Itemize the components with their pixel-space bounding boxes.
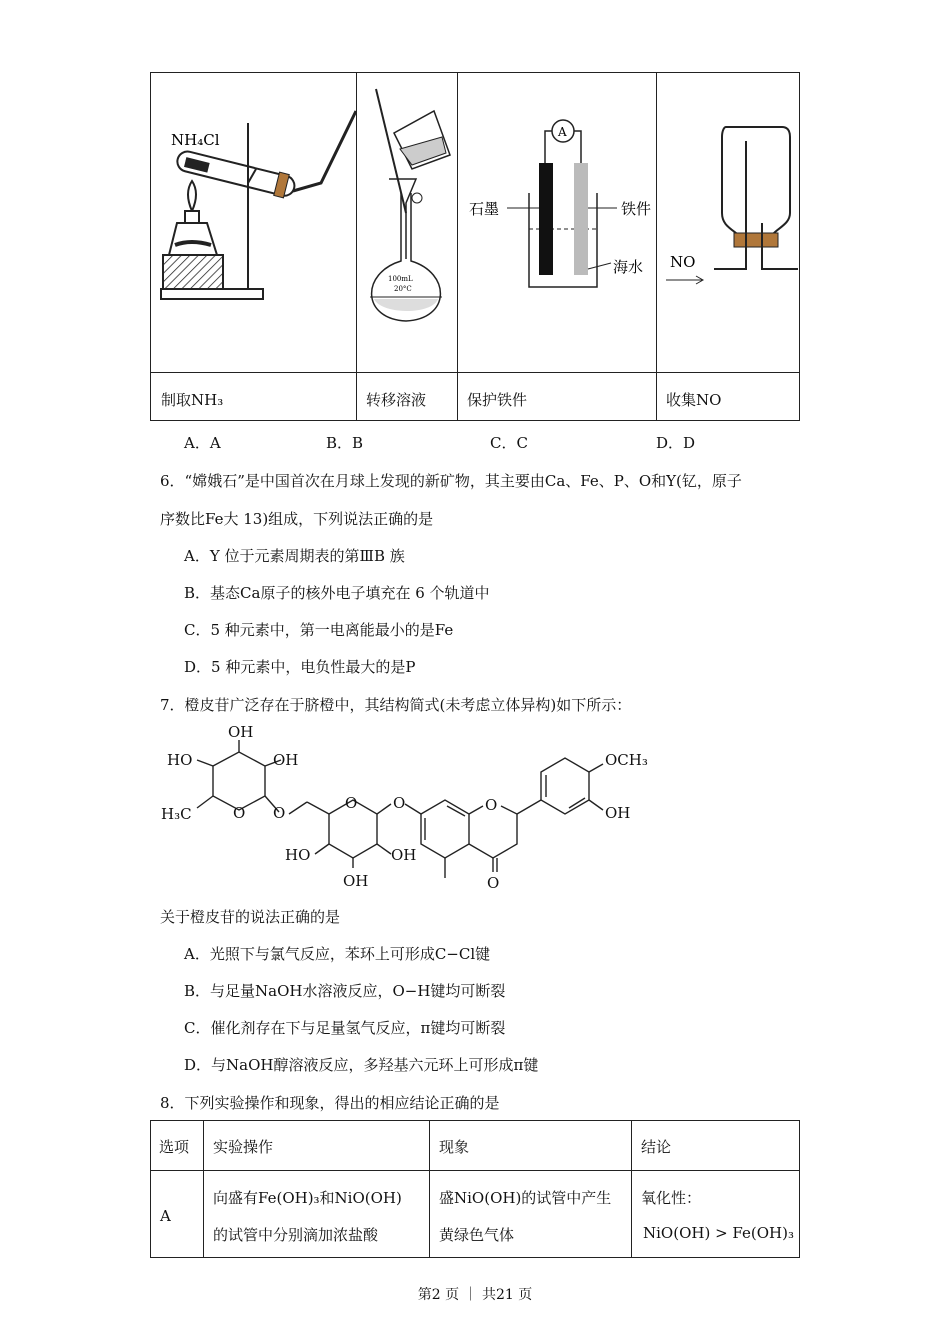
q6-option-d[interactable]: D．5 种元素中，电负性最大的是P: [184, 658, 416, 676]
glycosidic-o-label: O: [393, 794, 406, 812]
row-option: A: [160, 1207, 171, 1225]
row-operation-line1: 向盛有Fe(OH)₃和NiO(OH): [213, 1189, 402, 1207]
linker-o-label: O: [273, 804, 286, 822]
q6-option-b[interactable]: B．基态Ca原子的核外电子填充在 6 个轨道中: [184, 584, 490, 602]
ring-o-label: O: [233, 804, 246, 822]
no-gas-label: NO: [670, 253, 696, 271]
q6-stem-line1: 6．“嫦娥石”是中国首次在月球上发现的新矿物，其主要由Ca、Fe、P、O和Y(钇，原子: [160, 472, 742, 490]
row-operation-line2: 的试管中分别滴加浓盐酸: [213, 1226, 379, 1244]
divider: [631, 1121, 632, 1257]
oh-label: OH: [273, 751, 299, 769]
q7-sub-stem: 关于橙皮苷的说法正确的是: [160, 908, 341, 926]
q7-option-b[interactable]: B．与足量NaOH水溶液反应，O−H键均可断裂: [184, 982, 506, 1000]
caption-b: 转移溶液: [366, 391, 427, 409]
ho-label: HO: [167, 751, 193, 769]
ho-label: HO: [285, 846, 311, 864]
q7-option-a[interactable]: A．光照下与氯气反应，苯环上可形成C−Cl键: [184, 945, 491, 963]
caption-c: 保护铁件: [467, 391, 528, 409]
seawater-label: 海水: [613, 258, 644, 276]
divider: [151, 372, 799, 373]
page-footer: 第2 页 ｜ 共21 页: [417, 1287, 533, 1303]
header-phenomenon: 现象: [439, 1138, 470, 1156]
transfer-apparatus-figure: [356, 73, 457, 372]
q7-option-c[interactable]: C．催化剂存在下与足量氢气反应，π键均可断裂: [184, 1019, 506, 1037]
divider: [203, 1121, 204, 1257]
q5-choice-c[interactable]: C．C: [490, 434, 528, 452]
flask-volume-label: 100mL: [388, 275, 413, 283]
q5-choice-d[interactable]: D．D: [656, 434, 696, 452]
iron-label: 铁件: [621, 200, 652, 218]
header-operation: 实验操作: [213, 1138, 274, 1156]
graphite-label: 石墨: [469, 200, 500, 218]
protect-iron-apparatus-figure: [457, 73, 656, 372]
oh-label: OH: [391, 846, 417, 864]
flask-temp-label: 20°C: [394, 285, 412, 293]
header-conclusion: 结论: [641, 1138, 672, 1156]
nh3-apparatus-figure: [151, 73, 356, 372]
oh-label: OH: [228, 723, 254, 741]
q6-option-c[interactable]: C．5 种元素中，第一电离能最小的是Fe: [184, 621, 454, 639]
row-conclusion-line1: 氧化性：: [641, 1189, 702, 1207]
row-conclusion-line2: NiO(OH) > Fe(OH)₃: [643, 1224, 794, 1242]
divider: [429, 1121, 430, 1257]
q7-stem: 7．橙皮苷广泛存在于脐橙中，其结构简式(未考虑立体异构)如下所示：: [160, 696, 632, 714]
chroman-o-label: O: [485, 796, 498, 814]
h3c-label: H₃C: [161, 805, 192, 823]
q5-choice-a[interactable]: A．A: [184, 434, 221, 452]
divider: [151, 1170, 799, 1171]
caption-d: 收集NO: [666, 391, 722, 409]
q8-table: [150, 1120, 800, 1258]
q8-stem: 8．下列实验操作和现象，得出的相应结论正确的是: [160, 1094, 500, 1112]
row-phenomenon-line1: 盛NiO(OH)的试管中产生: [439, 1189, 612, 1207]
row-phenomenon-line2: 黄绿色气体: [439, 1226, 515, 1244]
oh-label: OH: [605, 804, 631, 822]
q6-option-a[interactable]: A．Y 位于元素周期表的第ⅢB 族: [184, 547, 405, 565]
header-option: 选项: [159, 1138, 190, 1156]
q6-stem-line2: 序数比Fe大 13)组成，下列说法正确的是: [160, 510, 434, 528]
ammeter-label: A: [558, 125, 567, 139]
q7-option-d[interactable]: D．与NaOH醇溶液反应，多羟基六元环上可形成π键: [184, 1056, 539, 1074]
apparatus-table: [150, 72, 800, 421]
carbonyl-o-label: O: [487, 874, 500, 892]
och3-label: OCH₃: [605, 751, 648, 769]
nh4cl-label: NH₄Cl: [171, 131, 220, 149]
q5-choice-b[interactable]: B．B: [326, 434, 364, 452]
ring-o-label: O: [345, 794, 358, 812]
hesperidin-structure: [155, 718, 675, 898]
oh-label: OH: [343, 872, 369, 890]
caption-a: 制取NH₃: [161, 391, 224, 409]
collect-no-apparatus-figure: [656, 73, 800, 372]
